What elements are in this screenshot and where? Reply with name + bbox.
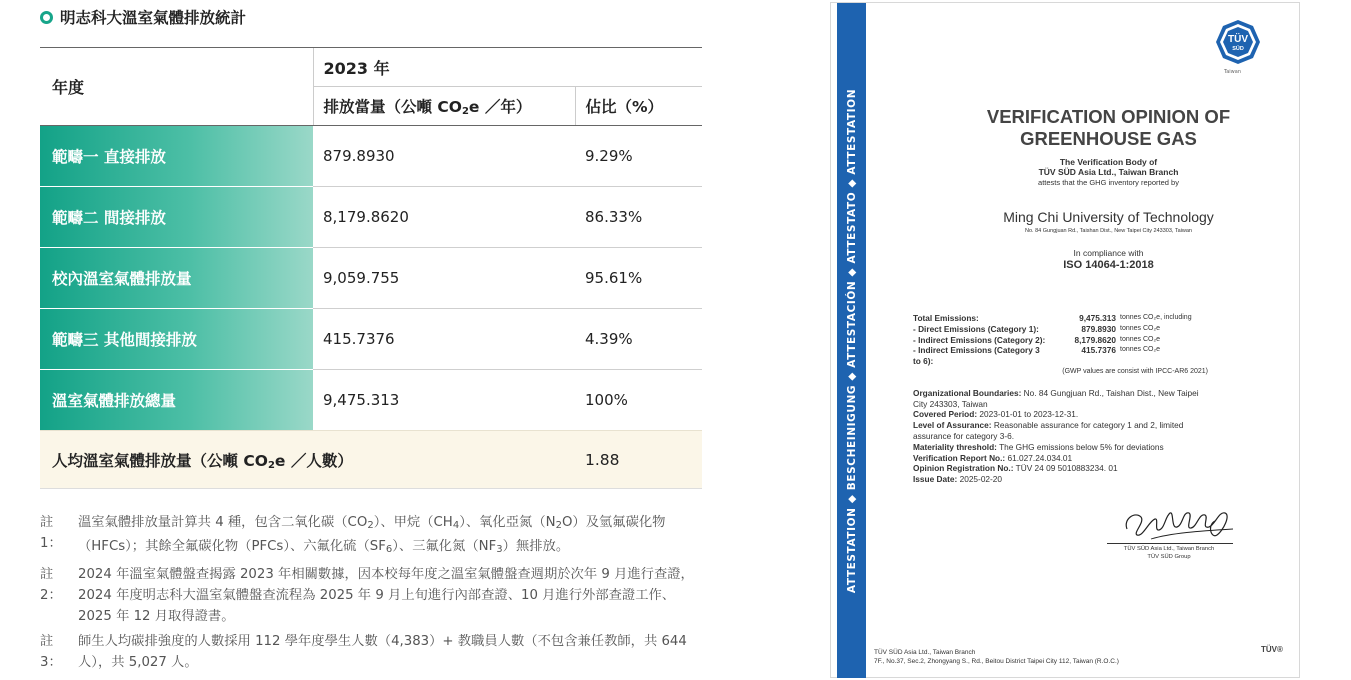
year-header: 2023 年	[313, 48, 702, 87]
vertical-attestation-text: ATTESTATION ◆ BESCHEINIGUNG ◆ ATTESTACIÓN ◆ ATTESTATO ◆ ATTESTATION	[845, 88, 858, 593]
note-3	[40, 631, 705, 673]
row-share-value: 95.61%	[575, 248, 702, 309]
row-label: 範疇三 其他間接排放	[40, 309, 313, 370]
section-heading-text: 明志科大溫室氣體排放統計	[60, 9, 247, 27]
emission-line: Total Emissions: 9,475.313 tonnes CO₂e, including	[913, 313, 1192, 323]
detail-line: Materiality threshold: The GHG emissions below 5% for deviations	[913, 441, 1164, 452]
emission-line: - Direct Emissions (Category 1): 879.8930 tonnes CO₂e	[913, 323, 1161, 334]
detail-line: Opinion Registration No.: TÜV 24 09 5010883234. 01	[913, 463, 1118, 474]
standard-name: ISO 14064-1:2018	[1063, 259, 1154, 271]
row-emission-value: 9,475.313	[313, 370, 575, 431]
verification-certificate	[830, 2, 1300, 678]
detail-line: Level of Assurance: Reasonable assurance for category 1 and 2, limited assurance for category 3-6.	[913, 420, 1184, 441]
row-label: 範疇二 間接排放	[40, 187, 313, 248]
note-2	[40, 564, 705, 627]
note-text: 師生人均碳排強度的人數採用 112 學年度學生人數（4,383）+ 教職員人數（不包含兼任教師，共 644 人），共 5,027 人。	[78, 634, 687, 670]
emissions-table	[40, 47, 702, 489]
row-share-value: 9.29%	[575, 126, 702, 187]
note-text: 2024 年溫室氣體盤查揭露 2023 年相關數據，因本校每年度之溫室氣體盤查週期於次年 9 月進行查證，2024 年度明志科大溫室氣體盤查流程為 2025 年 9 月上旬進行內部查證、10 月進行外部查證工作、2025 年 12 月取得證書。	[78, 567, 694, 624]
emission-line: - Indirect Emissions (Category 2): 8,179.8620 tonnes CO₂e	[913, 334, 1161, 345]
emission-line: - Indirect Emissions (Category 3 to 6): 415.7376 tonnes CO₂e	[913, 345, 1161, 367]
organization-name: Ming Chi University of Technology	[1003, 209, 1214, 225]
note-tag: 註 2：	[40, 567, 62, 603]
certificate-title: VERIFICATION OPINION OF GREENHOUSE GAS	[986, 106, 1231, 149]
signature-line	[1107, 543, 1233, 544]
section-heading	[40, 6, 246, 28]
footer-logo: TÜV®	[1261, 645, 1283, 654]
signature-caption: TÜV SÜD Asia Ltd., Taiwan Branch TÜV SÜD Group	[1123, 546, 1215, 560]
vertical-attestation-band	[837, 3, 866, 678]
detail-line: Verification Report No.: 61.027.24.034.01	[913, 452, 1073, 463]
organization-address: No. 84 Gungjuan Rd., Taishan Dist., New Taipei City 243303, Taiwan	[1025, 228, 1192, 234]
tuv-sud-logo-icon	[1215, 19, 1261, 65]
year-column-header: 年度	[40, 48, 313, 126]
row-label: 溫室氣體排放總量	[40, 370, 313, 431]
note-tag: 註 1：	[40, 515, 62, 551]
body-line-3: attests that the GHG inventory reported by	[1038, 178, 1179, 187]
row-share-value: 86.33%	[575, 187, 702, 248]
certificate-details	[913, 313, 1208, 485]
row-label: 範疇一 直接排放	[40, 126, 313, 187]
row-emission-value: 9,059.755	[313, 248, 575, 309]
svg-text:TÜV: TÜV	[1228, 34, 1248, 45]
row-share-value: 4.39%	[575, 309, 702, 370]
compliance-label: In compliance with	[1073, 248, 1144, 258]
row-share-value: 100%	[575, 370, 702, 431]
detail-line: Issue Date: 2025-02-20	[913, 474, 1003, 485]
table-row	[40, 126, 702, 187]
emission-column-header: 排放當量（公噸 $CO_2e$ ／年）	[313, 87, 575, 126]
table-row	[40, 187, 702, 248]
note-text: 溫室氣體排放量計算共 4 種，包含二氧化碳$(CO_2)$、甲烷$(CH_4)$、氧化亞氮$(N_2O)$及氫氟碳化物（HFCs）；其餘全氟碳化物（PFCs）、六氟化硫$(SF_6)$、三氟化氮$(NF_3)$無排放。	[78, 515, 666, 555]
table-row	[40, 309, 702, 370]
per-capita-value: 1.88	[575, 431, 702, 489]
circle-bullet-icon	[40, 11, 53, 24]
note-tag: 註 3：	[40, 634, 62, 670]
svg-text:SÜD: SÜD	[1232, 46, 1244, 52]
share-column-header: 佔比（%）	[575, 87, 702, 126]
per-capita-label: 人均溫室氣體排放量（公噸 $CO_2e$ ／人數）	[40, 431, 575, 489]
row-emission-value: 879.8930	[313, 126, 575, 187]
detail-line: Organizational Boundaries: No. 84 Gungjuan Rd., Taishan Dist., New Taipei City 243303, Taiwan	[913, 387, 1199, 409]
table-row	[40, 248, 702, 309]
body-line-1: The Verification Body of	[1059, 157, 1158, 167]
body-line-2: TÜV SÜD Asia Ltd., Taiwan Branch	[1038, 167, 1179, 177]
detail-line: Covered Period: 2023-01-01 to 2023-12-31.	[913, 409, 1079, 420]
table-notes	[40, 512, 705, 677]
certificate-footer: TÜV SÜD Asia Ltd., Taiwan Branch 7F., No.37, Sec.2, Zhongyang S., Rd., Beitou District Taipei City 112, Taiwan (R.O.C.)	[874, 649, 1119, 665]
gwp-note: (GWP values are consist with IPCC-AR6 2021)	[1062, 367, 1208, 375]
row-emission-value: 415.7376	[313, 309, 575, 370]
row-label: 校內溫室氣體排放量	[40, 248, 313, 309]
table-row	[40, 370, 702, 431]
logo-caption: Taiwan	[1224, 69, 1242, 75]
note-1	[40, 512, 705, 560]
signature-icon	[1121, 499, 1236, 545]
per-capita-row	[40, 431, 702, 489]
row-emission-value: 8,179.8620	[313, 187, 575, 248]
